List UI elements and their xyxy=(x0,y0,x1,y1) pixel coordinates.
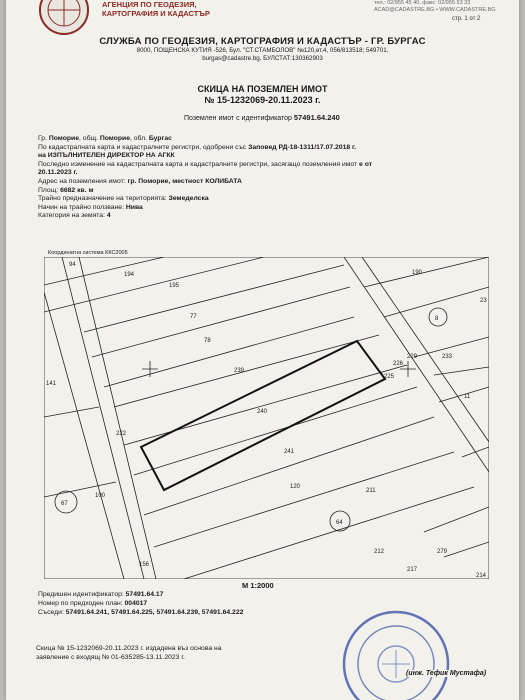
property-info xyxy=(38,135,498,221)
office-title: СЛУЖБА ПО ГЕОДЕЗИЯ, КАРТОГРАФИЯ И КАДАСТЪР - ГР. БУРГАС xyxy=(99,36,426,47)
office-address-2: burgas@cadastre.bg, БУЛСТАТ:130362903 xyxy=(202,55,323,62)
parcel-241-label: 241 xyxy=(284,449,295,455)
issuance-line-2: заявление с входящ № 01-635285-13.11.2023 г. xyxy=(36,653,185,661)
document-title-text: СКИЦА НА ПОЗЕМЛЕН ИМОТ xyxy=(197,84,328,94)
previous-plan-number: Номер по предходен план: 004017 xyxy=(38,600,148,608)
approval-line: По кадастралната карта и кадастралните регистри, одобрени със Заповед РД-18-1311/17.07.2018 г. xyxy=(38,143,357,151)
neighbors: Съседи: 57491.64.241, 57491.64.225, 57491.64.239, 57491.64.222 xyxy=(38,609,244,617)
contacts-phone: тел.: 02/955 45 40, факс: 02/955 53 33 xyxy=(374,0,471,6)
address-line: Адрес на поземления имот: гр. Поморие, местност КОЛИБАТА xyxy=(38,177,242,185)
block-67-label: 67 xyxy=(61,501,68,507)
agency-line-2: КАРТОГРАФИЯ И КАДАСТЪР xyxy=(102,9,210,18)
agency-logo-icon xyxy=(36,0,92,38)
parcel-217-label: 217 xyxy=(407,567,418,573)
parcel-229-label: 229 xyxy=(407,354,418,360)
office-address-1: 8000, ПОЩЕНСКА КУТИЯ -526, Бул. "СТ.СТАМБОЛОВ" №120,ет.4, 056/813518; 549701, xyxy=(136,47,389,54)
parcel-195-label: 195 xyxy=(169,283,180,289)
official-stamp-icon xyxy=(340,608,452,700)
purpose-line: Трайно предназначение на територията: Земеделска xyxy=(38,195,209,203)
parcel-211-label: 211 xyxy=(366,488,376,494)
parcel-23-label: 23 xyxy=(480,298,487,304)
parcel-141-label: 141 xyxy=(46,381,57,387)
cadastral-map xyxy=(44,257,489,579)
page-number: стр. 1 от 2 xyxy=(452,16,481,22)
coordinate-system: Координатна система ККС2005 xyxy=(48,250,128,256)
parcel-78-label: 78 xyxy=(204,338,211,344)
issuance-line-1: Скица № 15-1232069-20.11.2023 г. издадена въз основа на xyxy=(36,645,222,652)
identifier-value: 57491.64.240 xyxy=(293,113,340,122)
agency-name xyxy=(102,0,210,18)
parcel-279-label: 279 xyxy=(437,549,448,555)
last-change-date: 20.11.2023 г. xyxy=(38,169,78,177)
location-line: Гр. Поморие, общ. Поморие, обл. Бургас xyxy=(38,135,172,142)
parcel-225-label: 225 xyxy=(384,374,395,380)
document-page xyxy=(6,0,519,700)
parcel-226-label: 226 xyxy=(393,361,404,367)
property-history xyxy=(38,590,243,618)
last-change-line: Последно изменение на кадастралната карта и кадастралните регистри, засягащо поземления имот е от xyxy=(38,160,373,168)
parcel-120-label: 120 xyxy=(290,484,301,490)
approval-authority: на ИЗПЪЛНИТЕЛЕН ДИРЕКТОР НА АГКК xyxy=(38,152,175,160)
parcel-239-label: 239 xyxy=(234,368,245,374)
previous-identifier: Предишен идентификатор: 57491.64.17 xyxy=(38,591,164,598)
agency-contacts xyxy=(374,0,496,14)
parcel-222-label: 222 xyxy=(116,431,127,437)
parcel-94-label: 94 xyxy=(69,262,76,268)
parcel-240-label: 240 xyxy=(257,409,268,415)
document-title xyxy=(6,84,519,106)
block-8-label: 8 xyxy=(435,316,439,322)
issuance-note xyxy=(36,645,222,663)
parcel-11-label: 11 xyxy=(464,394,471,400)
contacts-web: ACAD@CADASTRE.BG • WWW.CADASTRE.BG xyxy=(374,7,496,13)
block-64-label: 64 xyxy=(336,520,343,526)
document-number: № 15-1232069-20.11.2023 г. xyxy=(204,95,321,105)
agency-line-1: АГЕНЦИЯ ПО ГЕОДЕЗИЯ, xyxy=(102,0,197,9)
identifier-label: Поземлен имот с идентификатор xyxy=(184,115,292,122)
parcel-100-label: 100 xyxy=(95,493,106,499)
use-line: Начин на трайно ползване: Нива xyxy=(38,203,143,211)
office-header xyxy=(6,36,519,63)
map-scale: М 1:2000 xyxy=(242,581,274,590)
parcel-77-label: 77 xyxy=(190,314,197,320)
signer-name: (инж. Тефик Мустафа) xyxy=(406,670,487,677)
area-line: Площ: 6682 кв. м xyxy=(38,186,94,194)
category-line: Категория на земята: 4 xyxy=(38,212,111,220)
parcel-156-label: 156 xyxy=(139,562,150,568)
parcel-214-label: 214 xyxy=(476,573,487,579)
parcel-190-label: 190 xyxy=(412,270,423,276)
parcel-212-label: 212 xyxy=(374,549,385,555)
property-identifier xyxy=(184,113,340,122)
parcel-194-label: 194 xyxy=(124,272,135,278)
parcel-233-label: 233 xyxy=(442,354,453,360)
